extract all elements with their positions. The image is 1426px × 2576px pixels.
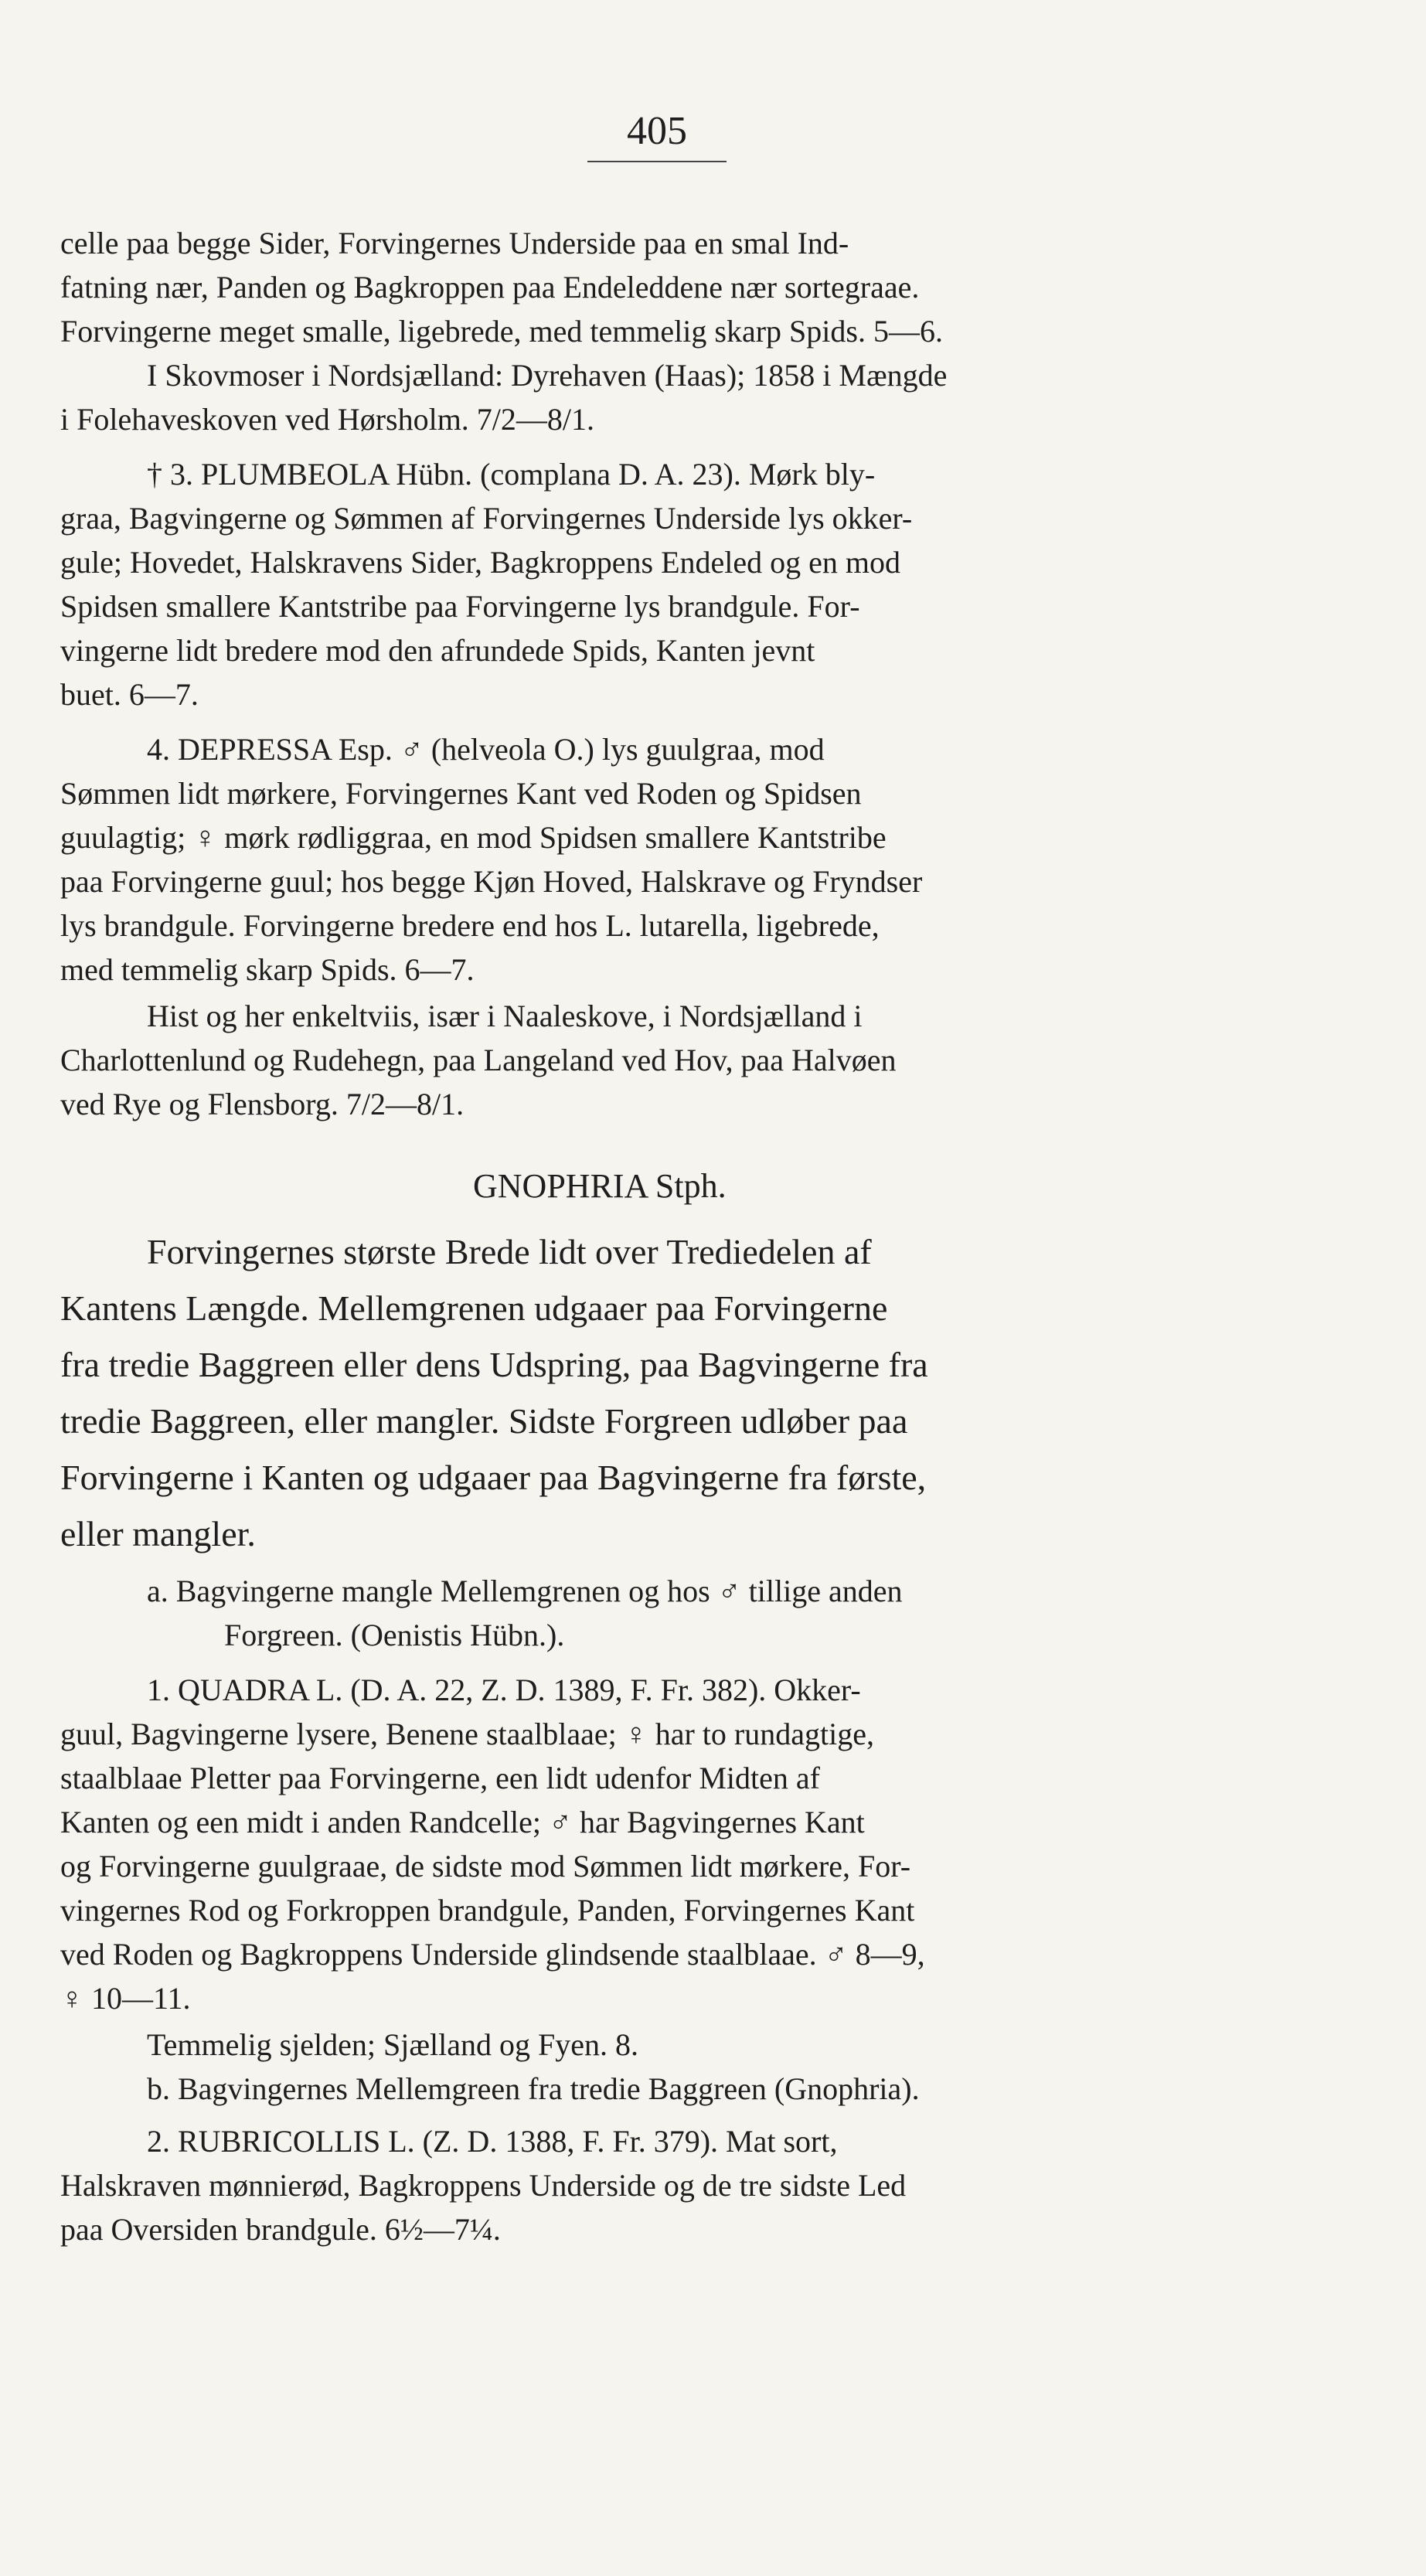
text-line: † 3. PLUMBEOLA Hübn. (complana D. A. 23). Mørk bly-	[147, 457, 876, 492]
text-line: gule; Hovedet, Halskravens Sider, Bagkroppens Endeled og en mod	[60, 545, 901, 580]
text-line: Spidsen smallere Kantstribe paa Forvingerne lys brandgule. For-	[60, 589, 860, 624]
text-line: buet. 6—7.	[60, 677, 199, 712]
genus-line: tredie Baggreen, eller mangler. Sidste Forgreen udløber paa	[60, 1401, 908, 1441]
text-line: 4. DEPRESSA Esp. ♂ (helveola O.) lys guulgraa, mod	[147, 732, 825, 767]
text-line: vingerne lidt bredere mod den afrundede Spids, Kanten jevnt	[60, 633, 815, 668]
text-line: ♀ 10—11.	[60, 1981, 191, 2016]
text-line: Charlottenlund og Rudehegn, paa Langeland ved Hov, paa Halvøen	[60, 1043, 897, 1077]
text-line: fatning nær, Panden og Bagkroppen paa Endeleddene nær sortegraae.	[60, 270, 920, 305]
genus-line: eller mangler.	[60, 1514, 256, 1553]
text-line: Forgreen. (Oenistis Hübn.).	[224, 1618, 565, 1652]
genus-line: Kantens Længde. Mellemgrenen udgaaer paa Forvingerne	[60, 1288, 888, 1328]
text-line: lys brandgule. Forvingerne bredere end hos L. lutarella, ligebrede,	[60, 908, 880, 943]
text-line: i Folehaveskoven ved Hørsholm. 7/2—8/1.	[60, 402, 595, 437]
text-line: b. Bagvingernes Mellemgreen fra tredie Baggreen (Gnophria).	[147, 2071, 920, 2106]
text-line: celle paa begge Sider, Forvingernes Underside paa en smal Ind-	[60, 226, 849, 260]
page-number-rule	[587, 161, 727, 162]
text-line: 1. QUADRA L. (D. A. 22, Z. D. 1389, F. Fr. 382). Okker-	[147, 1673, 861, 1707]
text-line: guul, Bagvingerne lysere, Benene staalblaae; ♀ har to rundagtige,	[60, 1717, 874, 1751]
page-number: 405	[627, 109, 687, 153]
text-line: og Forvingerne guulgraae, de sidste mod Sømmen lidt mørkere, For-	[60, 1849, 911, 1884]
genus-heading: GNOPHRIA Stph.	[473, 1167, 727, 1205]
text-line: Kanten og een midt i anden Randcelle; ♂ har Bagvingernes Kant	[60, 1805, 865, 1839]
genus-line: Forvingerne i Kanten og udgaaer paa Bagvingerne fra første,	[60, 1458, 927, 1497]
text-line: Forvingerne meget smalle, ligebrede, med temmelig skarp Spids. 5—6.	[60, 314, 943, 349]
text-line: staalblaae Pletter paa Forvingerne, een lidt udenfor Midten af	[60, 1761, 820, 1795]
genus-line: fra tredie Baggreen eller dens Udspring, paa Bagvingerne fra	[60, 1345, 928, 1384]
text-line: I Skovmoser i Nordsjælland: Dyrehaven (Haas); 1858 i Mængde	[147, 358, 948, 393]
text-line: ved Roden og Bagkroppens Underside glindsende staalblaae. ♂ 8—9,	[60, 1937, 925, 1972]
text-line: Halskraven mønnierød, Bagkroppens Underside og de tre sidste Led	[60, 2168, 907, 2203]
text-line: guulagtig; ♀ mørk rødliggraa, en mod Spidsen smallere Kantstribe	[60, 820, 887, 855]
text-line: med temmelig skarp Spids. 6—7.	[60, 952, 475, 987]
text-line: a. Bagvingerne mangle Mellemgrenen og hos ♂ tillige anden	[147, 1574, 903, 1608]
text-line: Hist og her enkeltviis, især i Naaleskove, i Nordsjælland i	[147, 999, 863, 1033]
text-line: ved Rye og Flensborg. 7/2—8/1.	[60, 1087, 465, 1121]
text-line: 2. RUBRICOLLIS L. (Z. D. 1388, F. Fr. 379). Mat sort,	[147, 2124, 838, 2159]
text-line: vingernes Rod og Forkroppen brandgule, Panden, Forvingernes Kant	[60, 1893, 915, 1928]
genus-line: Forvingernes største Brede lidt over Trediedelen af	[147, 1232, 872, 1271]
text-line: paa Oversiden brandgule. 6½—7¼.	[60, 2212, 501, 2247]
text-line: paa Forvingerne guul; hos begge Kjøn Hoved, Halskrave og Fryndser	[60, 864, 923, 899]
text-line: Sømmen lidt mørkere, Forvingernes Kant ved Roden og Spidsen	[60, 776, 862, 811]
text-line: graa, Bagvingerne og Sømmen af Forvingernes Underside lys okker-	[60, 501, 913, 536]
text-line: Temmelig sjelden; Sjælland og Fyen. 8.	[147, 2027, 639, 2062]
